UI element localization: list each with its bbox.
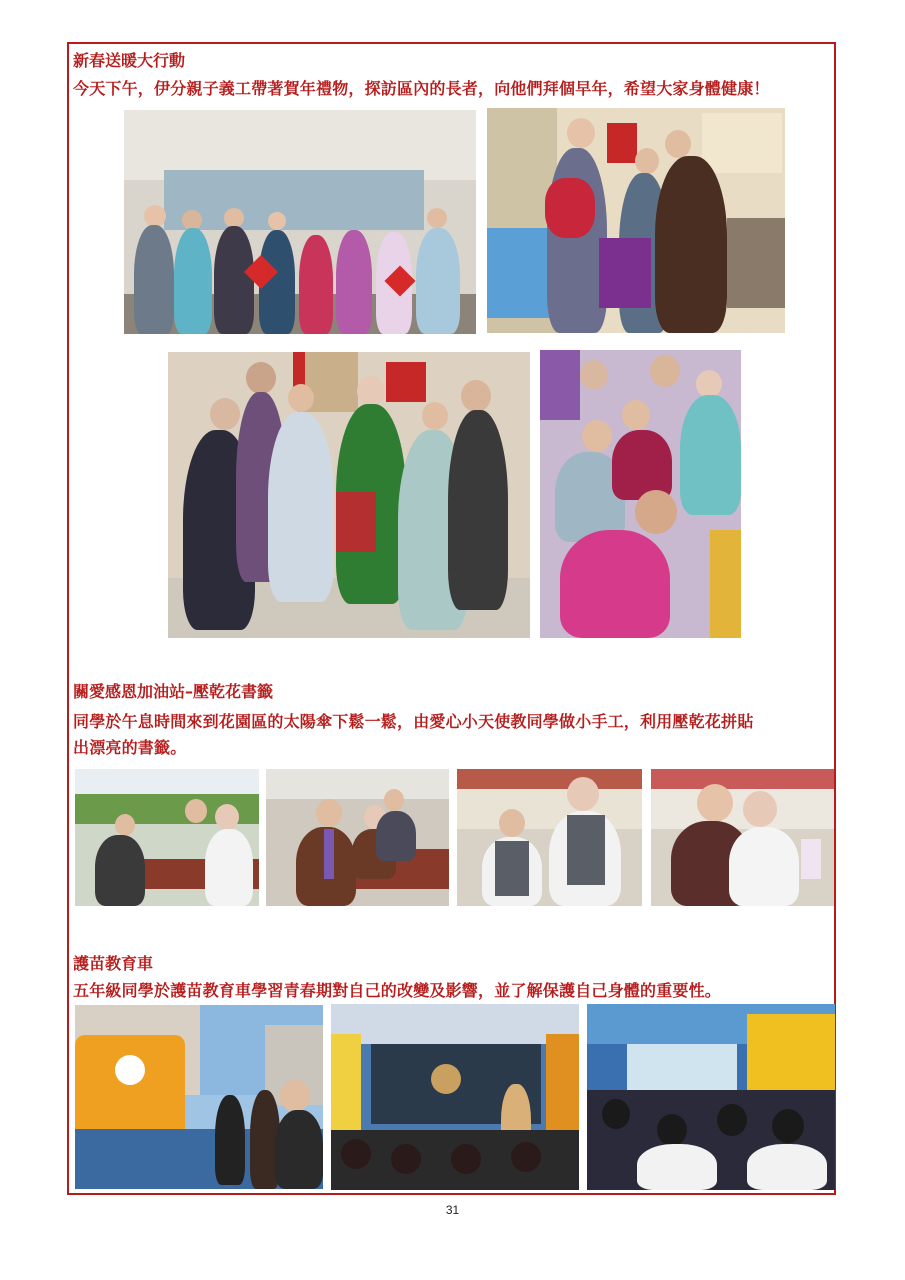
photo-bookmark-2: [266, 769, 449, 906]
section2-body-line2: 出漂亮的書籤。: [73, 738, 187, 757]
section2-body-line1: 同學於午息時間來到花園區的太陽傘下鬆一鬆，由愛心小天使教同學做小手工，利用壓乾花拼貼: [73, 712, 754, 731]
section1-body: 今天下午，伊分親子義工帶著賀年禮物，探訪區內的長者，向他們拜個早年，希望大家身體健康！: [73, 79, 770, 98]
photo-bookmark-4: [651, 769, 834, 906]
photo-bus-interior-2: [587, 1004, 835, 1190]
photo-bus-interior-1: [331, 1004, 579, 1190]
photo-children-selfie: [540, 350, 741, 638]
section1-title: 新春送暖大行動: [73, 51, 186, 70]
photo-education-bus: [75, 1005, 323, 1189]
photo-bookmark-1: [75, 769, 259, 906]
section2-title: 關愛感恩加油站–壓乾花書籤: [73, 682, 274, 701]
section3-title: 護苗教育車: [73, 954, 154, 973]
photo-bookmark-3: [457, 769, 642, 906]
photo-elderly-man-gift: [487, 108, 785, 333]
photo-group-lobby: [124, 110, 476, 334]
photo-group-indoor: [168, 352, 530, 638]
section3-body: 五年級同學於護苗教育車學習青春期對自己的改變及影響，並了解保護自己身體的重要性。: [73, 981, 722, 1000]
page-number: 31: [445, 1203, 460, 1217]
